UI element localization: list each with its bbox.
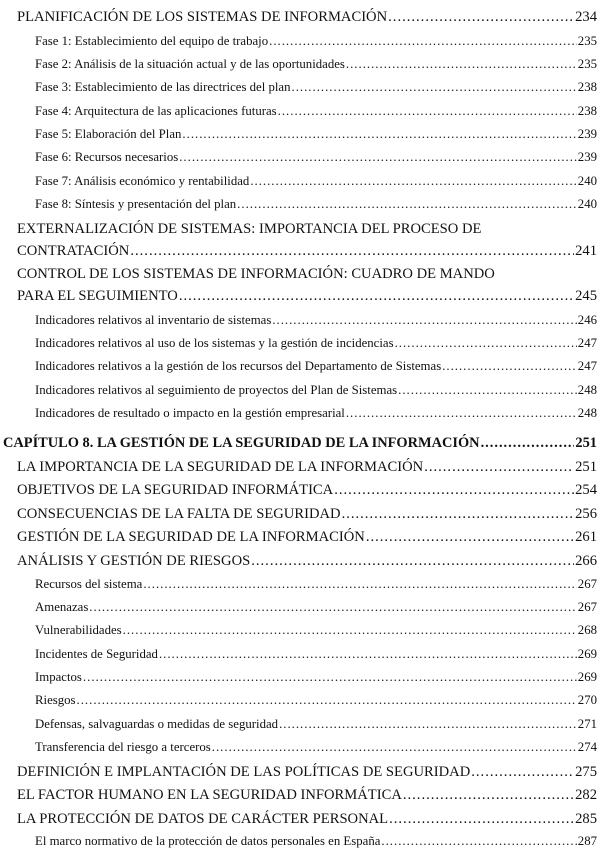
toc-entry[interactable]: [35, 623, 597, 638]
toc-entry[interactable]: [35, 127, 597, 142]
toc-entry[interactable]: [35, 34, 597, 49]
toc-page-number: 267: [577, 577, 597, 591]
toc-entry[interactable]: [35, 647, 597, 662]
toc-page-number: 285: [575, 811, 597, 827]
toc-entry[interactable]: [35, 174, 597, 189]
dot-leader: [346, 57, 577, 72]
dot-leader: [143, 577, 576, 592]
toc-entry-title: Vulnerabilidades: [35, 623, 122, 637]
toc-entry[interactable]: [35, 150, 597, 165]
toc-page-number: 270: [577, 693, 597, 707]
toc-entry-title: Amenazas: [35, 600, 89, 614]
toc-page-number: 266: [575, 553, 597, 569]
dot-leader: [381, 834, 576, 849]
toc-page-number: 240: [577, 174, 597, 188]
dot-leader: [334, 482, 574, 499]
toc-page-number: 274: [577, 740, 597, 754]
toc-page-number: 247: [577, 336, 597, 350]
toc-entry-title: DEFINICIÓN E IMPLANTACIÓN DE LAS POLÍTICAS DE SEGURIDAD: [17, 764, 471, 780]
toc-page-number: 238: [577, 104, 597, 118]
toc-entry-title: Fase 7: Análisis económico y rentabilidad: [35, 174, 250, 188]
toc-entry-title: Defensas, salvaguardas o medidas de seguridad: [35, 717, 279, 731]
toc-entry[interactable]: [35, 359, 597, 374]
dot-leader: [398, 383, 577, 398]
toc-entry-title: Fase 8: Síntesis y presentación del plan: [35, 197, 237, 211]
toc-page-number: 271: [577, 717, 597, 731]
toc-entry-title: EL FACTOR HUMANO EN LA SEGURIDAD INFORMÁTICA: [17, 787, 402, 803]
toc-entry[interactable]: [35, 197, 597, 212]
dot-leader: [269, 34, 577, 49]
dot-leader: [89, 600, 577, 615]
toc-entry-title: Fase 4: Arquitectura de las aplicaciones futuras: [35, 104, 277, 118]
toc-chapter[interactable]: [3, 435, 597, 452]
toc-entry-title: PLANIFICACIÓN DE LOS SISTEMAS DE INFORMACIÓN: [17, 9, 388, 25]
dot-leader: [471, 764, 574, 781]
toc-entry-title: El marco normativo de la protección de datos personales en España: [35, 834, 381, 848]
toc-entry-title: CONTRATACIÓN: [17, 243, 130, 259]
toc-entry-title: Riesgos: [35, 693, 76, 707]
toc-entry-title: LA PROTECCIÓN DE DATOS DE CARÁCTER PERSONAL: [17, 811, 389, 827]
toc-entry[interactable]: [35, 600, 597, 615]
toc-entry-title: CAPÍTULO 8. LA GESTIÓN DE LA SEGURIDAD DE LA INFORMACIÓN: [3, 435, 480, 451]
dot-leader: [342, 506, 575, 523]
dot-leader: [278, 104, 577, 119]
toc-page-number: 235: [577, 34, 597, 48]
toc-entry-title: Fase 5: Elaboración del Plan: [35, 127, 182, 141]
toc-entry[interactable]: [17, 243, 597, 260]
toc-entry[interactable]: [35, 740, 597, 755]
toc-page-number: 247: [577, 359, 597, 373]
toc-page-number: 248: [577, 383, 597, 397]
toc-entry[interactable]: [35, 336, 597, 351]
toc-page-number: 235: [577, 57, 597, 71]
toc-page-number: 275: [575, 764, 597, 780]
dot-leader: [279, 717, 577, 732]
dot-leader: [346, 406, 577, 421]
toc-page-number: 245: [575, 288, 597, 304]
dot-leader: [403, 787, 574, 804]
toc-page-number: 282: [575, 787, 597, 803]
dot-leader: [159, 647, 577, 662]
toc-page-number: 239: [577, 127, 597, 141]
toc-entry[interactable]: [35, 670, 597, 685]
dot-leader: [237, 197, 577, 212]
toc-page-number: 241: [575, 243, 597, 259]
dot-leader: [442, 359, 577, 374]
toc-entry[interactable]: [17, 811, 597, 828]
dot-leader: [481, 435, 575, 452]
toc-entry-title: Indicadores relativos al inventario de sistemas: [35, 313, 272, 327]
toc-entry-title: GESTIÓN DE LA SEGURIDAD DE LA INFORMACIÓN: [17, 529, 365, 545]
toc-entry[interactable]: [35, 577, 597, 592]
dot-leader: [83, 670, 577, 685]
toc-entry[interactable]: [17, 553, 597, 570]
toc-entry[interactable]: [35, 834, 597, 849]
toc-entry-title: Fase 1: Establecimiento del equipo de trabajo: [35, 34, 269, 48]
toc-page-number: 251: [575, 435, 597, 451]
toc-entry[interactable]: [17, 459, 597, 476]
toc-page-number: 234: [575, 9, 597, 25]
toc-entry-title: ANÁLISIS Y GESTIÓN DE RIESGOS: [17, 553, 251, 569]
toc-page-number: 246: [577, 313, 597, 327]
dot-leader: [212, 740, 577, 755]
toc-entry-title: Fase 6: Recursos necesarios: [35, 150, 179, 164]
toc-entry-title: Incidentes de Seguridad: [35, 647, 158, 661]
dot-leader: [182, 127, 576, 142]
dot-leader: [251, 553, 574, 570]
toc-entry-title: Recursos del sistema: [35, 577, 143, 591]
toc-entry[interactable]: [35, 693, 597, 708]
toc-entry[interactable]: [17, 9, 597, 26]
toc-entry-title: OBJETIVOS DE LA SEGURIDAD INFORMÁTICA: [17, 482, 334, 498]
dot-leader: [77, 693, 577, 708]
toc-entry[interactable]: [17, 482, 597, 499]
toc-page-number: 240: [577, 197, 597, 211]
dot-leader: [123, 623, 577, 638]
toc-entry-title: CONSECUENCIAS DE LA FALTA DE SEGURIDAD: [17, 506, 341, 522]
dot-leader: [389, 811, 574, 828]
toc-entry-title: Transferencia del riesgo a terceros: [35, 740, 211, 754]
toc-entry[interactable]: [35, 406, 597, 421]
dot-leader: [179, 288, 574, 305]
dot-leader: [366, 529, 574, 546]
toc-page-number: 238: [577, 80, 597, 94]
toc-entry-title: Indicadores relativos a la gestión de los recursos del Departamento de Sistemas: [35, 359, 442, 373]
dot-leader: [272, 313, 576, 328]
dot-leader: [292, 80, 577, 95]
toc-entry[interactable]: [35, 717, 597, 732]
toc-page-number: 269: [577, 647, 597, 661]
toc-entry-title: PARA EL SEGUIMIENTO: [17, 288, 178, 304]
toc-page-number: 267: [577, 600, 597, 614]
toc-page-number: 261: [575, 529, 597, 545]
toc-entry-title: Indicadores relativos al seguimiento de proyectos del Plan de Sistemas: [35, 383, 398, 397]
toc-page-number: 268: [577, 623, 597, 637]
toc-entry-title: LA IMPORTANCIA DE LA SEGURIDAD DE LA INFORMACIÓN: [17, 459, 424, 475]
dot-leader: [250, 174, 576, 189]
dot-leader: [388, 9, 574, 26]
toc-entry[interactable]: [17, 787, 597, 804]
toc-page-number: 256: [575, 506, 597, 522]
toc-entry-title: Indicadores de resultado o impacto en la gestión empresarial: [35, 406, 345, 420]
toc-page-number: 248: [577, 406, 597, 420]
toc-entry-first-line: EXTERNALIZACIÓN DE SISTEMAS: IMPORTANCIA DEL PROCESO DE: [17, 221, 482, 237]
toc-page-number: 254: [575, 482, 597, 498]
toc-page-number: 269: [577, 670, 597, 684]
dot-leader: [179, 150, 577, 165]
toc-entry-title: Fase 2: Análisis de la situación actual y de las oportunidades: [35, 57, 345, 71]
toc-entry-title: Impactos: [35, 670, 82, 684]
dot-leader: [424, 459, 574, 476]
toc-entry[interactable]: [17, 288, 597, 305]
toc-entry-title: Fase 3: Establecimiento de las directrices del plan: [35, 80, 291, 94]
toc-entry[interactable]: [35, 313, 597, 328]
toc-entry[interactable]: [35, 104, 597, 119]
toc-entry[interactable]: [17, 506, 597, 523]
dot-leader: [130, 243, 574, 260]
dot-leader: [395, 336, 577, 351]
toc-entry-title: Indicadores relativos al uso de los sistemas y la gestión de incidencias: [35, 336, 394, 350]
toc-entry-first-line: CONTROL DE LOS SISTEMAS DE INFORMACIÓN: CUADRO DE MANDO: [17, 266, 495, 282]
toc-page-number: 251: [575, 459, 597, 475]
toc-entry[interactable]: [35, 80, 597, 95]
toc-page-number: 287: [577, 834, 597, 848]
toc-entry[interactable]: [35, 383, 597, 398]
toc-entry[interactable]: [17, 764, 597, 781]
toc-entry[interactable]: [17, 529, 597, 546]
toc-page-number: 239: [577, 150, 597, 164]
toc-entry[interactable]: [35, 57, 597, 72]
